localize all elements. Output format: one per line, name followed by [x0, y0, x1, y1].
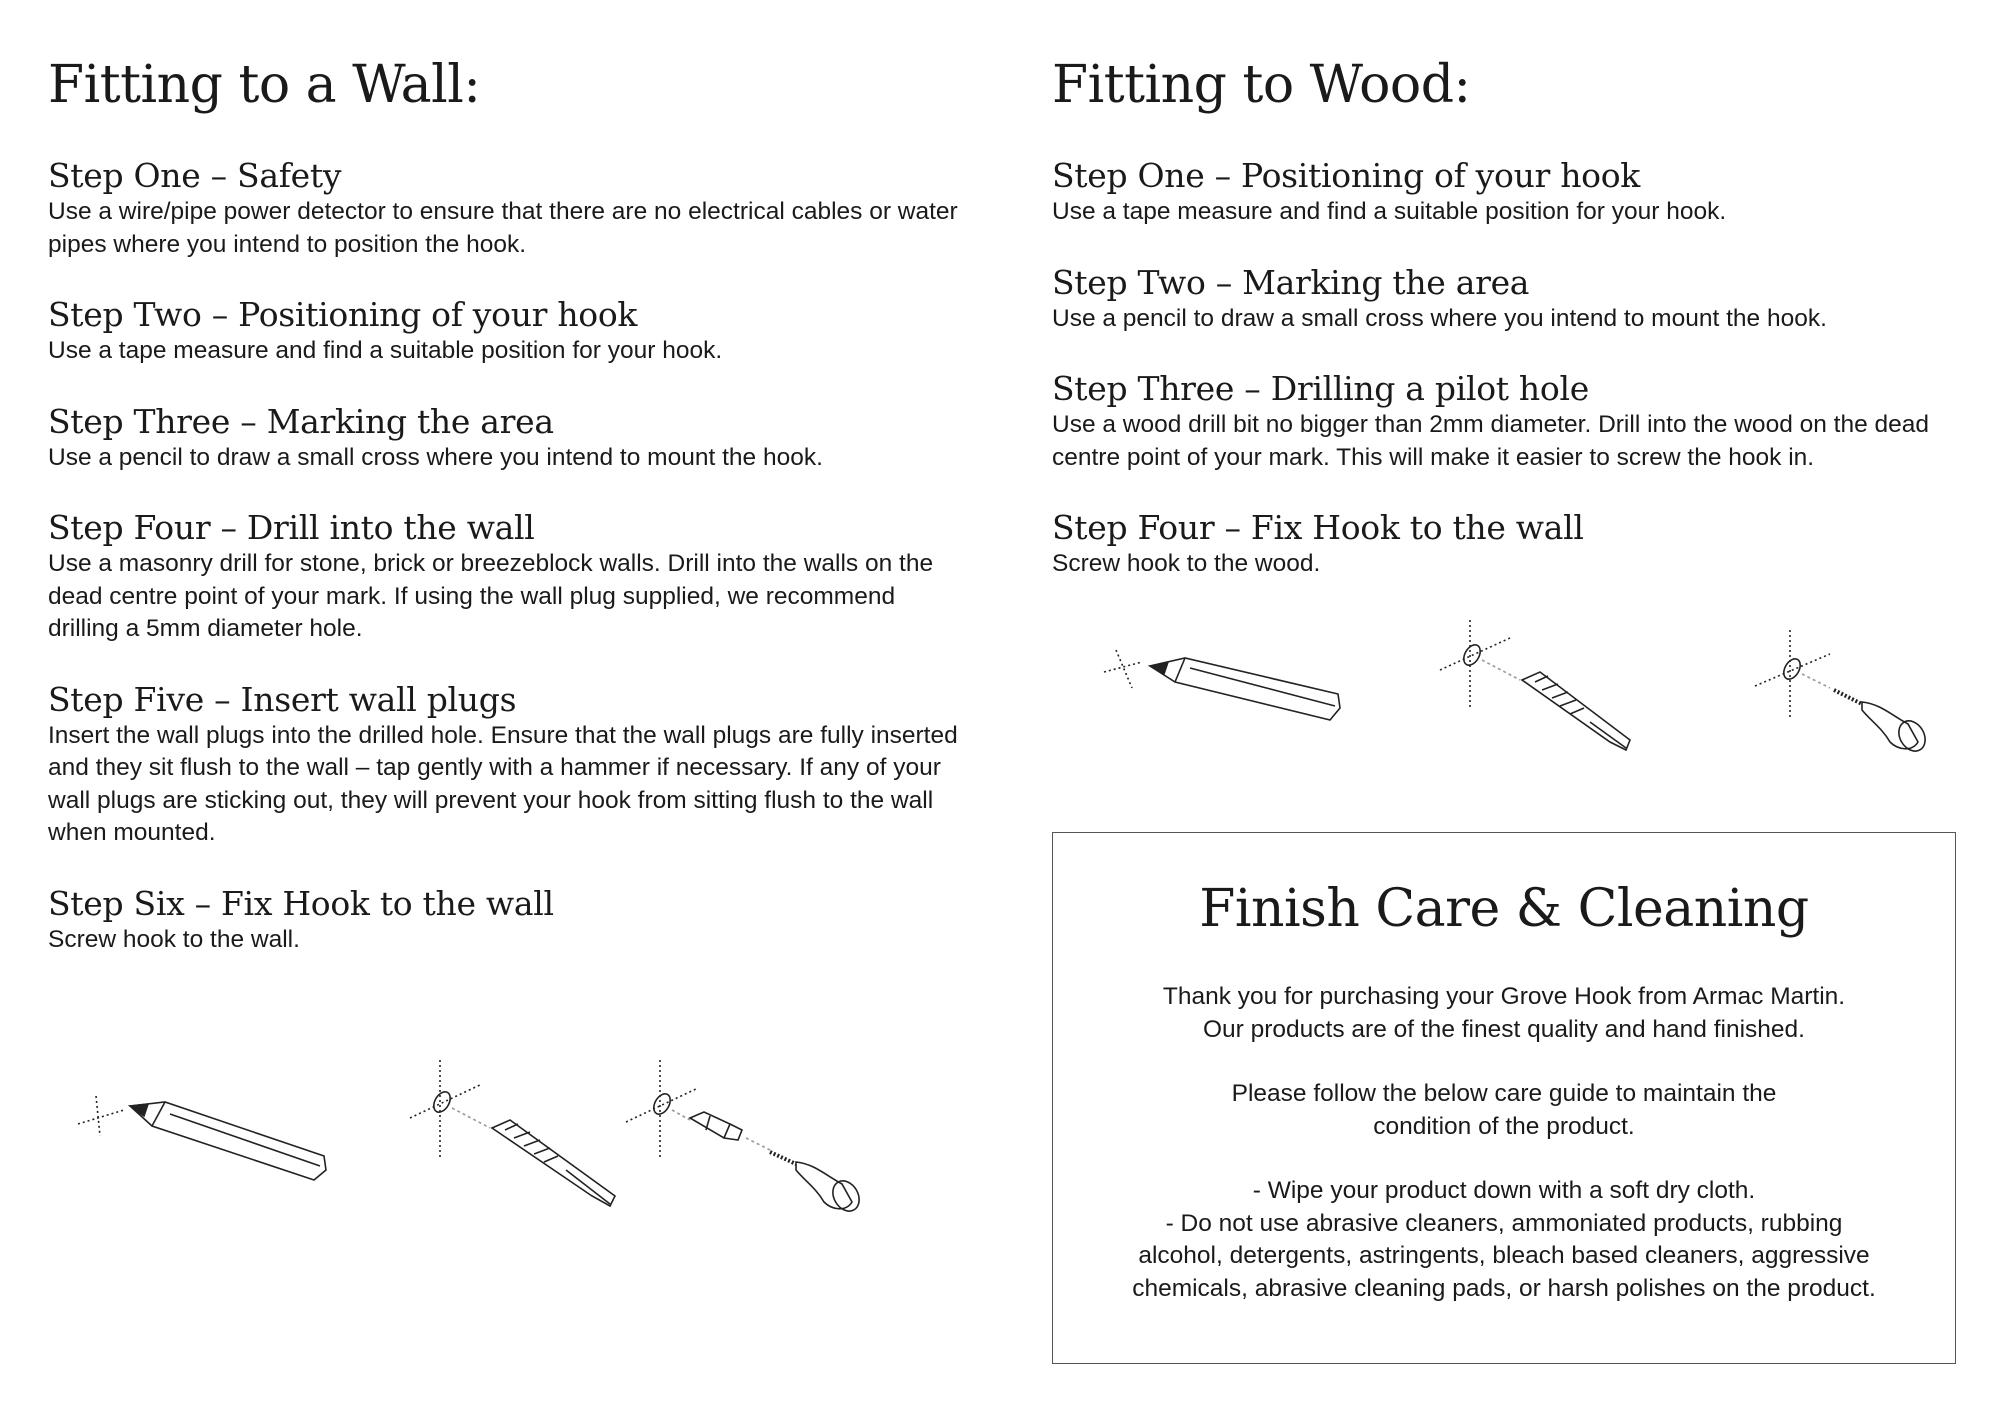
- wall-step-5: [48, 680, 968, 850]
- wood-step-4: [1052, 508, 1972, 581]
- step-heading: Step Three – Drilling a pilot hole: [1052, 369, 1589, 408]
- care-line: - Do not use abrasive cleaners, ammoniated products, rubbing: [1165, 1209, 1843, 1237]
- wall-step-3: [48, 402, 968, 475]
- step-body: Insert the wall plugs into the drilled hole. Ensure that the wall plugs are fully inserted and they sit flush to the wall – tap gently with a hammer if necessary. If any of your wall plugs are sticking out, they will prevent your hook from sitting flush to the wall when mounted.: [48, 721, 958, 846]
- wood-title: Fitting to Wood:: [1052, 55, 1471, 115]
- wall-plug-hook-icon: [626, 1060, 864, 1216]
- step-heading: Step Four – Fix Hook to the wall: [1052, 508, 1584, 547]
- step-heading: Step Five – Insert wall plugs: [48, 679, 517, 719]
- wood-illustrations: [1090, 610, 1970, 780]
- wood-step-2: [1052, 263, 1972, 336]
- step-body: Use a pencil to draw a small cross where you intend to mount the hook.: [1052, 304, 1827, 332]
- wall-title: Fitting to a Wall:: [48, 55, 481, 115]
- wall-step-6: [48, 884, 968, 957]
- step-heading: Step Two – Marking the area: [1052, 262, 1530, 302]
- care-line: Thank you for purchasing your Grove Hook from Armac Martin.: [1162, 983, 1846, 1010]
- care-title: Finish Care & Cleaning: [1199, 879, 1809, 939]
- hook-screw-icon: [1755, 630, 1930, 756]
- step-heading: Step Six – Fix Hook to the wall: [48, 883, 554, 923]
- step-body: Use a wood drill bit no bigger than 2mm diameter. Drill into the wood on the dead centre point of your mark. This will make it easier to screw the hook in.: [1052, 411, 1930, 471]
- step-heading: Step Two – Positioning of your hook: [48, 295, 638, 334]
- care-paragraph-2: [1053, 1078, 1955, 1143]
- step-body: Use a tape measure and find a suitable position for your hook.: [1052, 198, 1727, 225]
- step-body: Use a tape measure and find a suitable position for your hook.: [48, 337, 723, 364]
- care-line: Our products are of the finest quality and hand finished.: [1203, 1015, 1805, 1043]
- wall-step-2: [48, 295, 968, 368]
- step-body: Use a wire/pipe power detector to ensure that there are no electrical cables or water pipes where you intend to position the hook.: [48, 198, 958, 258]
- step-body: Use a masonry drill for stone, brick or breezeblock walls. Drill into the walls on the dead centre point of your mark. If using the wall plug supplied, we recommend drilling a 5mm diameter hole.: [48, 550, 934, 642]
- care-line: alcohol, detergents, astringents, bleach based cleaners, aggressive: [1138, 1242, 1870, 1269]
- wall-step-1: [48, 156, 968, 261]
- wall-step-4: [48, 508, 968, 646]
- step-heading: Step One – Positioning of your hook: [1052, 156, 1640, 195]
- care-line: chemicals, abrasive cleaning pads, or harsh polishes on the product.: [1132, 1274, 1876, 1302]
- care-line: condition of the product.: [1373, 1112, 1635, 1140]
- wall-section: [48, 50, 968, 990]
- step-heading: Step One – Safety: [48, 156, 342, 195]
- drill-bit-icon: [410, 1060, 615, 1206]
- care-paragraph-3: [1053, 1175, 1955, 1305]
- step-heading: Step Three – Marking the area: [48, 401, 554, 441]
- step-body: Screw hook to the wall.: [48, 925, 300, 953]
- care-paragraph-1: [1053, 981, 1955, 1046]
- care-line: Please follow the below care guide to maintain the: [1231, 1080, 1777, 1107]
- pencil-icon: [1104, 650, 1340, 720]
- wood-section: [1052, 50, 1972, 615]
- step-body: Screw hook to the wood.: [1052, 550, 1321, 577]
- wood-step-3: [1052, 369, 1972, 474]
- pencil-icon: [78, 1096, 326, 1180]
- drill-bit-icon: [1440, 620, 1630, 750]
- care-line: - Wipe your product down with a soft dry cloth.: [1252, 1177, 1756, 1204]
- wood-step-1: [1052, 156, 1972, 229]
- care-box: [1052, 832, 1956, 1364]
- step-heading: Step Four – Drill into the wall: [48, 508, 535, 547]
- wall-illustrations: [70, 1060, 970, 1230]
- step-body: Use a pencil to draw a small cross where you intend to mount the hook.: [48, 443, 823, 471]
